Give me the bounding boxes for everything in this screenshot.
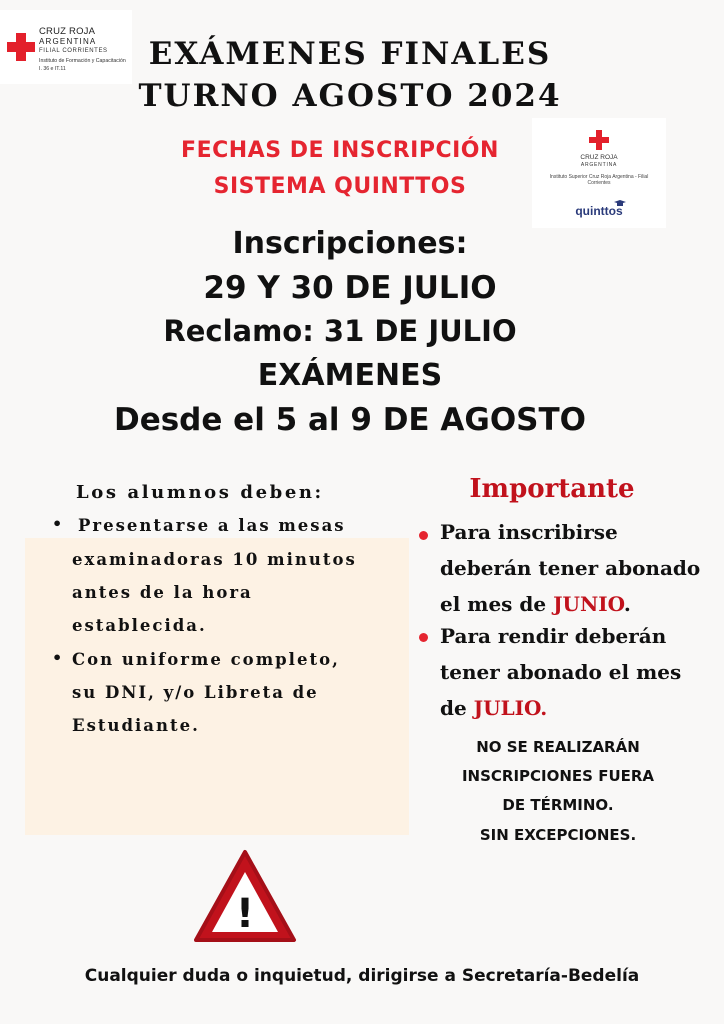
- logo-right-line-2: ARGENTINA: [580, 162, 618, 168]
- inscripciones-dates: 29 Y 30 DE JULIO: [203, 270, 497, 306]
- bullet-dot: [419, 633, 428, 642]
- important-b1-line3: el mes de JUNIO.: [440, 592, 631, 616]
- important-b2-line1: Para rendir deberán: [440, 624, 667, 648]
- quinttos-brand: quinttos: [575, 204, 623, 218]
- month-julio: JULIO.: [473, 696, 548, 720]
- logo-right-line-1: CRUZ ROJA: [580, 154, 618, 161]
- students-heading: Los alumnos deben:: [76, 482, 324, 503]
- logo-line-4: Instituto de Formación y Capacitación: [39, 58, 126, 64]
- quinttos-logo: [532, 118, 666, 228]
- subtitle-line-2: SISTEMA QUINTTOS: [213, 174, 467, 199]
- students-bullet2-line2: su DNI, y/o Libreta de: [72, 683, 319, 702]
- examenes-label: EXÁMENES: [257, 358, 443, 393]
- students-bullet1-line4: establecida.: [72, 616, 207, 635]
- bullet-dot: [419, 531, 428, 540]
- bullet-dot: •: [52, 514, 63, 533]
- important-b1-line1: Para inscribirse: [440, 520, 618, 544]
- reclamo-date: Reclamo: 31 DE JULIO: [163, 314, 517, 348]
- students-bullet2-line1: Con uniforme completo,: [72, 650, 340, 669]
- main-title-line-1: EXÁMENES FINALES: [148, 36, 552, 72]
- students-bullet2-line3: Estudiante.: [72, 716, 200, 735]
- important-heading: Importante: [469, 474, 635, 504]
- subtitle-line-1: FECHAS DE INSCRIPCIÓN: [181, 138, 499, 163]
- students-bullet1-line1: Presentarse a las mesas: [78, 516, 346, 535]
- notice-line-4: SIN EXCEPCIONES.: [479, 826, 637, 844]
- main-title-line-2: TURNO AGOSTO 2024: [138, 78, 562, 114]
- important-b2-line3: de JULIO.: [440, 696, 548, 720]
- logo-line-3: FILIAL CORRIENTES: [39, 48, 108, 54]
- important-b1-line2: deberán tener abonado: [440, 556, 701, 580]
- students-bullet1-line3: antes de la hora: [72, 583, 253, 602]
- bullet-dot: •: [52, 648, 63, 667]
- warning-icon: [192, 848, 298, 946]
- logo-right-line-3: Instituto Superior Cruz Roja Argentina - Filial Corrientes: [549, 174, 649, 186]
- footer-note: Cualquier duda o inquietud, dirigirse a Secretaría-Bedelía: [84, 966, 640, 986]
- inscripciones-label: Inscripciones:: [232, 226, 468, 261]
- notice-line-3: DE TÉRMINO.: [502, 796, 614, 814]
- logo-line-5: I. 36 e IT.11: [39, 66, 66, 72]
- warning-mark: !: [235, 891, 255, 937]
- important-b2-line2: tener abonado el mes: [440, 660, 682, 684]
- red-cross-icon: [7, 33, 35, 61]
- notice-line-2: INSCRIPCIONES FUERA: [461, 767, 655, 785]
- logo-line-2: ARGENTINA: [39, 37, 97, 46]
- examenes-dates: Desde el 5 al 9 DE AGOSTO: [113, 402, 587, 438]
- month-junio: JUNIO: [553, 592, 624, 616]
- notice-line-1: NO SE REALIZARÁN: [476, 738, 640, 756]
- students-bullet1-line2: examinadoras 10 minutos: [72, 550, 357, 569]
- red-cross-icon: [589, 130, 609, 150]
- logo-line-1: CRUZ ROJA: [39, 26, 96, 37]
